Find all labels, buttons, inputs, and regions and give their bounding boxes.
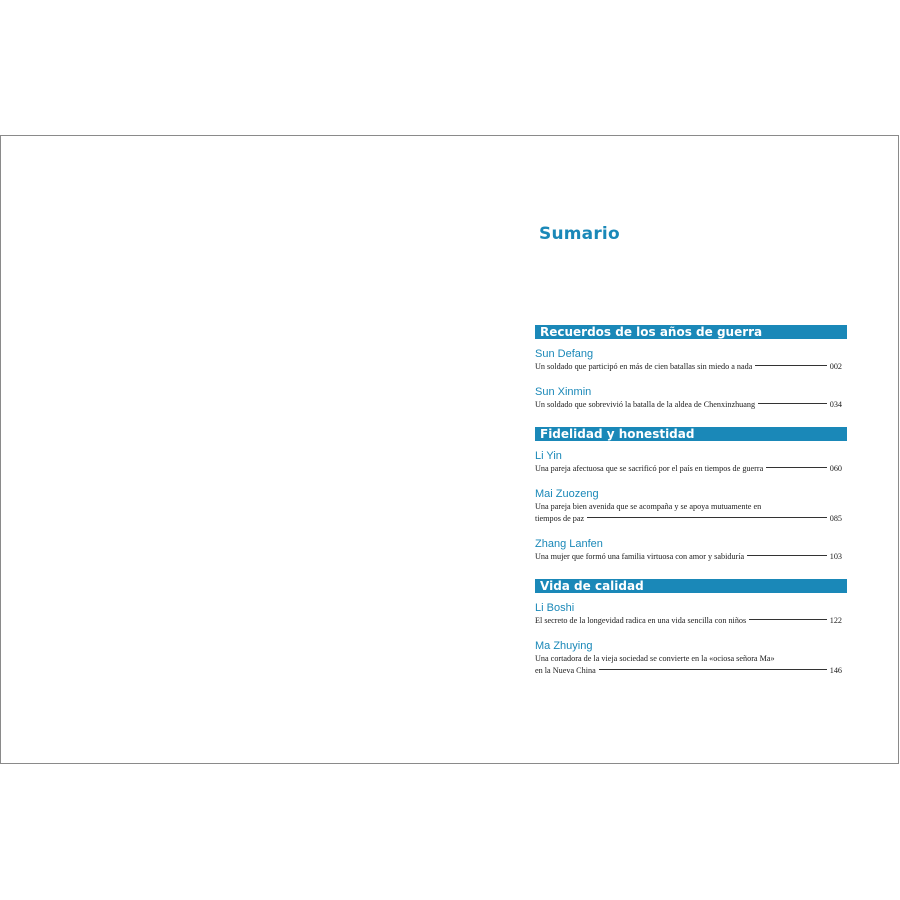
page-number: 085: [829, 514, 842, 523]
entry-description: Un soldado que participó en más de cien batallas sin miedo a nada: [535, 362, 753, 371]
section-spacer: [535, 572, 847, 579]
page-number: 146: [829, 666, 842, 675]
section-heading: Vida de calidad: [535, 579, 847, 593]
page-number: 122: [829, 616, 842, 625]
entry-description-line: Una pareja bien avenida que se acompaña y se apoya mutuamente en: [535, 502, 762, 511]
section-spacer: [535, 420, 847, 427]
page-title: Sumario: [539, 224, 620, 244]
dot-leader: [758, 403, 827, 404]
dot-leader: [587, 517, 827, 518]
dot-leader: [749, 619, 827, 620]
entry-description: Una mujer que formó una familia virtuosa con amor y sabiduría: [535, 552, 745, 561]
entry-name: Ma Zhuying: [535, 640, 593, 652]
entry-description-line: Una cortadora de la vieja sociedad se convierte en la «ociosa señora Ma»: [535, 654, 775, 663]
toc-entry[interactable]: [535, 488, 847, 525]
entry-name: Zhang Lanfen: [535, 538, 603, 550]
entry-name: Li Yin: [535, 450, 562, 462]
table-of-contents: [535, 325, 847, 686]
dot-leader: [766, 467, 826, 468]
entry-description: en la Nueva China: [535, 666, 596, 675]
entry-name: Mai Zuozeng: [535, 488, 599, 500]
page-number: 103: [829, 552, 842, 561]
page-number: 060: [829, 464, 842, 473]
dot-leader: [747, 555, 827, 556]
entry-description: Una pareja afectuosa que se sacrificó por el país en tiempos de guerra: [535, 464, 764, 473]
toc-entry[interactable]: [535, 538, 847, 563]
dot-leader: [755, 365, 826, 366]
toc-entry[interactable]: [535, 386, 847, 411]
entry-description: Un soldado que sobrevivió la batalla de la aldea de Chenxinzhuang: [535, 400, 756, 409]
dot-leader: [599, 669, 827, 670]
section-heading: Fidelidad y honestidad: [535, 427, 847, 441]
toc-entry[interactable]: [535, 450, 847, 475]
section-heading: Recuerdos de los años de guerra: [535, 325, 847, 339]
entry-name: Sun Defang: [535, 348, 594, 360]
section-end-spacer: [535, 677, 847, 686]
page-number: 002: [829, 362, 842, 371]
section-end-spacer: [535, 411, 847, 420]
entry-description: tiempos de paz: [535, 514, 585, 523]
page-number: 034: [829, 400, 842, 409]
section-end-spacer: [535, 563, 847, 572]
toc-entry[interactable]: [535, 348, 847, 373]
entry-description: El secreto de la longevidad radica en una vida sencilla con niños: [535, 616, 747, 625]
toc-entry[interactable]: [535, 640, 847, 677]
toc-entry[interactable]: [535, 602, 847, 627]
entry-name: Sun Xinmin: [535, 386, 592, 398]
entry-name: Li Boshi: [535, 602, 575, 614]
